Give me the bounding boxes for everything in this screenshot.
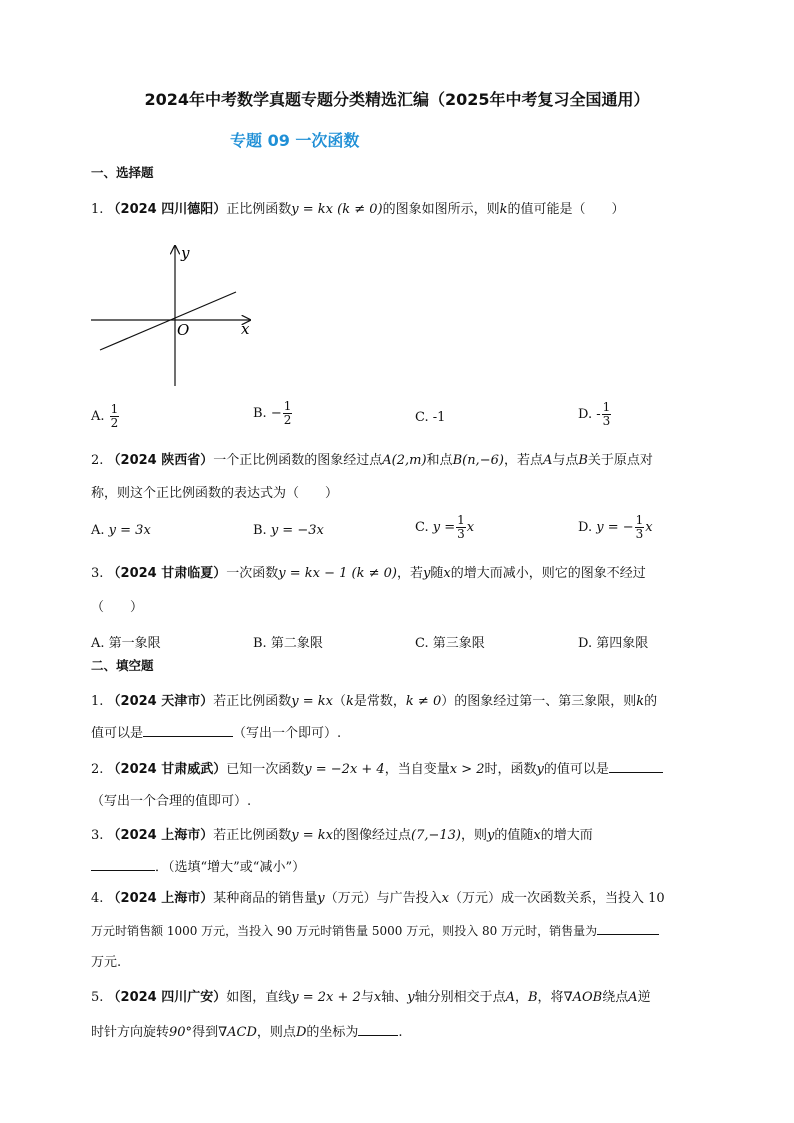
section-heading-fill: 二、填空题	[91, 658, 154, 673]
question-number: 2.	[91, 762, 104, 777]
question-text: （万元）与广告投入	[324, 891, 442, 906]
question-text: 时针方向旋转	[91, 1025, 170, 1040]
question-1-2	[91, 450, 653, 472]
question-number: 2.	[91, 453, 104, 468]
numerator: 1	[602, 400, 611, 414]
option-b[interactable]	[253, 400, 293, 427]
option-value: y =	[432, 520, 456, 535]
denominator: 2	[283, 413, 292, 427]
question-text: 如图，直线	[226, 990, 292, 1005]
angle: 90°	[169, 1025, 193, 1040]
condition: x > 2	[449, 762, 485, 777]
option-label: A.	[91, 523, 105, 538]
variable: A	[542, 453, 553, 468]
fraction	[456, 514, 466, 541]
question-2-5	[91, 987, 651, 1009]
question-text: 的增大而	[540, 828, 593, 843]
variable: B	[578, 453, 588, 468]
numerator: 1	[283, 399, 292, 413]
question-source: （2024 甘肃临夏）	[107, 566, 227, 581]
question-text: 的坐标为	[306, 1025, 359, 1040]
question-text: 绕点	[602, 990, 629, 1005]
option-label: C.	[415, 636, 429, 651]
question-2-3-line2	[91, 857, 305, 879]
function-line	[100, 292, 236, 350]
answer-blank[interactable]	[143, 724, 233, 737]
point-b: B(n,−6)	[452, 453, 504, 468]
formula: y = 2x + 2	[291, 990, 361, 1005]
variable: x	[443, 566, 451, 581]
option-c[interactable]	[415, 410, 445, 425]
question-text: （写出一个即可）.	[233, 726, 342, 741]
question-2-4-line3: 万元.	[91, 955, 122, 970]
question-text: ，	[514, 990, 528, 1005]
option-c[interactable]	[415, 632, 485, 651]
option-a[interactable]	[91, 403, 120, 430]
question-text: 值可以是	[91, 726, 144, 741]
variable: A	[628, 990, 638, 1005]
minus-sign: −	[270, 406, 282, 421]
option-label: B.	[253, 636, 267, 651]
option-label: D.	[578, 407, 593, 422]
variable: y	[536, 762, 544, 777]
question-2-2-line2: （写出一个合理的值即可）.	[91, 794, 252, 809]
option-label: B.	[253, 523, 267, 538]
question-text: ，当自变量	[384, 762, 450, 777]
variable: k	[636, 694, 645, 709]
question-text: 一个正比例函数的图象经过点	[213, 453, 383, 468]
question-text: ，则点	[256, 1025, 296, 1040]
question-text: ，将	[537, 990, 564, 1005]
formula: y = kx	[291, 694, 333, 709]
option-label: C.	[415, 520, 429, 535]
option-label: A.	[91, 636, 105, 651]
option-label: C.	[415, 410, 429, 425]
question-1-1	[91, 199, 625, 221]
option-label: D.	[578, 520, 593, 535]
question-text: ，若点	[503, 453, 543, 468]
question-text: （	[333, 694, 347, 709]
variable: B	[527, 990, 538, 1005]
variable: y	[407, 990, 415, 1005]
option-value: 第四象限	[596, 636, 649, 651]
question-text: 的图象如图所示，则	[382, 202, 500, 217]
page-title: 2024年中考数学真题专题分类精选汇编（2025年中考复习全国通用）	[144, 90, 650, 109]
answer-blank[interactable]	[609, 760, 663, 773]
question-text: 是常数，	[353, 694, 406, 709]
numerator: 1	[635, 513, 644, 527]
question-source: （2024 陕西省）	[107, 453, 214, 468]
question-source: （2024 上海市）	[107, 828, 214, 843]
option-value: 第二象限	[270, 636, 323, 651]
option-b[interactable]	[253, 523, 324, 538]
question-text: 与	[360, 990, 374, 1005]
option-value: x	[466, 520, 475, 535]
minus-sign: -	[596, 407, 601, 422]
question-text: 若正比例函数	[213, 694, 292, 709]
origin-label: O	[177, 321, 190, 339]
option-value: -1	[432, 410, 446, 425]
question-number: 1.	[91, 694, 104, 709]
question-text: 轴分别相交于点	[414, 990, 506, 1005]
question-text: .	[398, 1025, 403, 1040]
fraction	[602, 401, 612, 428]
question-source: （2024 上海市）	[107, 891, 214, 906]
question-source: （2024 甘肃威武）	[107, 762, 227, 777]
question-number: 5.	[91, 990, 104, 1005]
option-label: B.	[253, 406, 267, 421]
x-axis-label: x	[241, 320, 250, 338]
condition: k ≠ 0	[405, 694, 442, 709]
variable: y	[423, 566, 431, 581]
question-text: 的图像经过点	[333, 828, 412, 843]
section-heading-choice: 一、选择题	[91, 165, 154, 180]
answer-blank[interactable]	[358, 1023, 398, 1036]
variable: k	[346, 694, 354, 709]
triangle: ∇AOB	[563, 990, 603, 1005]
option-value: 第三象限	[432, 636, 485, 651]
question-text: 的增大而减小，则它的图象不经过	[450, 566, 646, 581]
question-text: 得到	[192, 1025, 219, 1040]
question-text: 的	[644, 694, 658, 709]
option-a[interactable]	[91, 632, 161, 651]
option-c[interactable]	[415, 514, 474, 541]
question-text: 和点	[426, 453, 453, 468]
answer-blank[interactable]	[91, 858, 155, 871]
fraction	[635, 514, 645, 541]
question-1-2-line2: 称，则这个正比例函数的表达式为（ ）	[91, 486, 339, 501]
question-2-1-line2	[91, 723, 341, 745]
question-text: 逆	[637, 990, 651, 1005]
variable: x	[441, 891, 449, 906]
question-text: 关于原点对	[587, 453, 653, 468]
variable: D	[295, 1025, 307, 1040]
formula: y = kx	[291, 828, 333, 843]
numerator: 1	[457, 513, 465, 527]
option-value: 第一象限	[108, 636, 161, 651]
option-value: x	[645, 520, 653, 535]
denominator: 2	[110, 416, 119, 430]
option-label: D.	[578, 636, 593, 651]
question-text: ，若	[397, 566, 424, 581]
question-1-3	[91, 563, 646, 585]
variable: k	[499, 202, 508, 217]
option-label: A.	[91, 409, 105, 424]
variable: y	[317, 891, 325, 906]
topic-subtitle: 专题 09 一次函数	[230, 131, 360, 150]
numerator: 1	[110, 402, 119, 416]
question-text: 已知一次函数	[226, 762, 305, 777]
question-number: 1.	[91, 202, 104, 217]
function-graph	[88, 238, 263, 390]
variable: x	[533, 828, 541, 843]
question-source: （2024 四川德阳）	[107, 202, 227, 217]
formula: y = −2x + 4	[304, 762, 385, 777]
question-text: 若正比例函数	[213, 828, 292, 843]
question-text: （万元）成一次函数关系，当投入 10	[449, 891, 665, 906]
answer-blank[interactable]	[597, 922, 659, 935]
question-text: ）的图象经过第一、第三象限，则	[441, 694, 637, 709]
question-text: 轴、	[381, 990, 408, 1005]
question-2-4	[91, 888, 665, 910]
variable: y	[487, 828, 495, 843]
variable: A	[505, 990, 515, 1005]
question-text: 万元时销售额 1000 万元，当投入 90 万元时销售量 5000 万元，则投入 80 万元时，销售量为	[91, 924, 598, 938]
question-1-3-line2: （ ）	[91, 600, 144, 615]
denominator: 3	[635, 527, 644, 541]
option-value: y = −3x	[270, 523, 324, 538]
y-axis-label: y	[181, 244, 190, 262]
variable: x	[373, 990, 382, 1005]
option-d[interactable]	[578, 632, 648, 651]
question-text: 的值随	[494, 828, 534, 843]
question-text: ，则	[461, 828, 488, 843]
fraction	[283, 400, 293, 427]
question-2-1	[91, 691, 657, 713]
option-a[interactable]	[91, 523, 151, 538]
question-text: 的值可以是	[543, 762, 609, 777]
question-text: 一次函数	[226, 566, 279, 581]
point: (7,−13)	[411, 828, 461, 843]
formula: y = kx (k ≠ 0)	[291, 202, 383, 217]
question-text: 某种商品的销售量	[213, 891, 318, 906]
option-d[interactable]	[578, 514, 653, 541]
question-source: （2024 四川广安）	[107, 990, 227, 1005]
question-number: 4.	[91, 891, 104, 906]
fraction	[110, 403, 120, 430]
question-text: 与点	[552, 453, 579, 468]
question-number: 3.	[91, 828, 104, 843]
question-text: 随	[430, 566, 444, 581]
question-text: 的值可能是（ ）	[507, 202, 625, 217]
question-2-4-line2	[91, 920, 659, 942]
question-2-5-line2	[91, 1022, 403, 1044]
denominator: 3	[602, 414, 611, 428]
denominator: 3	[457, 527, 465, 541]
option-value: y = −	[596, 520, 634, 535]
question-text: 正比例函数	[226, 202, 292, 217]
question-text: 时，函数	[484, 762, 537, 777]
option-value: y = 3x	[108, 523, 151, 538]
question-2-3	[91, 825, 593, 847]
question-number: 3.	[91, 566, 104, 581]
question-source: （2024 天津市）	[107, 694, 214, 709]
option-b[interactable]	[253, 632, 323, 651]
question-2-2	[91, 759, 663, 781]
point-a: A(2,m)	[382, 453, 427, 468]
option-d[interactable]	[578, 401, 612, 428]
question-text: ．（选填“增大”或“减小”）	[155, 860, 306, 875]
formula: y = kx − 1 (k ≠ 0)	[278, 566, 398, 581]
triangle: ∇ACD	[218, 1025, 257, 1040]
